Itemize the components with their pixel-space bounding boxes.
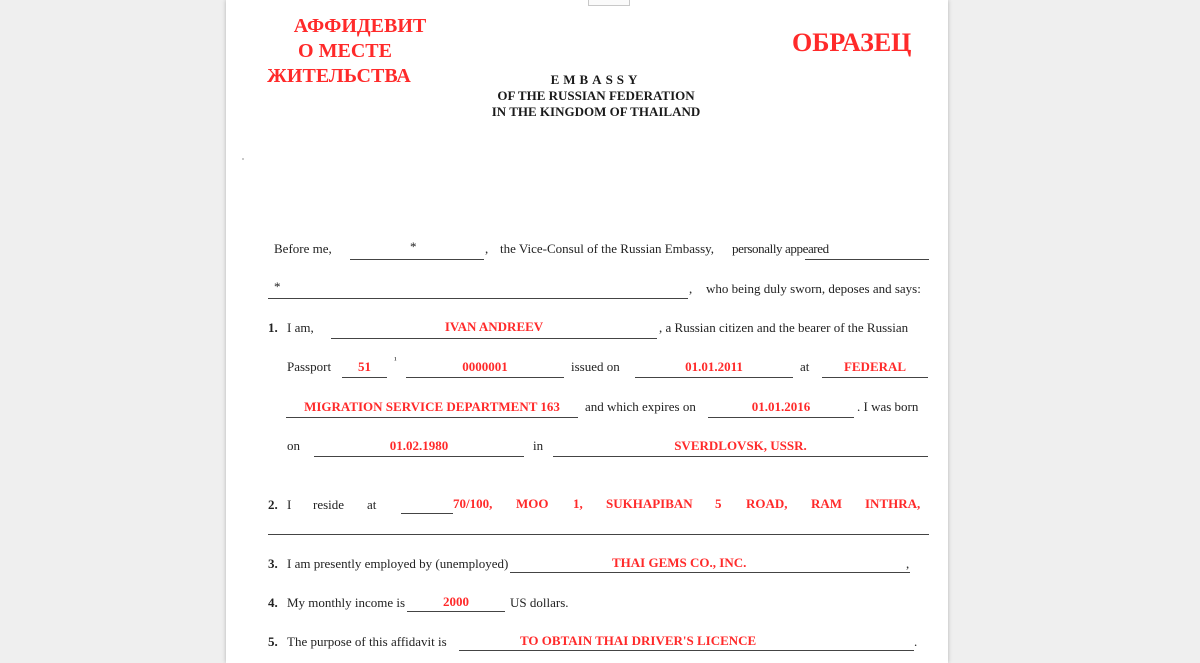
employer-field: THAI GEMS CO., INC.	[612, 555, 747, 570]
passport-series-field: 51	[358, 359, 371, 374]
employer-line	[510, 572, 910, 573]
header-line: IN THE KINGDOM OF THAILAND	[491, 104, 701, 119]
purpose-line	[459, 650, 914, 651]
income-line	[407, 611, 505, 612]
item-number: 1.	[268, 320, 278, 335]
passport-number-field: 0000001	[462, 359, 508, 374]
income-field: 2000	[443, 594, 469, 609]
page-tab-mark	[588, 0, 630, 6]
personally-appeared-text: personally appeared	[732, 241, 829, 256]
address-word: MOO	[516, 496, 549, 511]
deponent-name-line	[268, 298, 688, 299]
header-line: EMBASSY	[550, 72, 642, 87]
embassy-header	[464, 72, 728, 120]
in-label: in	[533, 438, 544, 453]
stamp-title-line: О МЕСТЕ	[298, 40, 392, 62]
header-line: OF THE RUSSIAN FEDERATION	[497, 88, 695, 103]
expires-label: and which expires on	[585, 399, 696, 414]
scan-dot	[242, 158, 244, 160]
address-word: SUKHAPIBAN	[606, 496, 693, 511]
stamp-title	[244, 14, 434, 89]
i-am-label: I am,	[287, 320, 314, 335]
reside-word: I	[287, 497, 292, 512]
employment-label: I am presently employed by (unemployed)	[287, 556, 509, 571]
on-label: on	[287, 438, 300, 453]
comma: ,	[689, 281, 693, 296]
born-label: . I was born	[857, 399, 919, 414]
passport-label: Passport	[287, 359, 332, 374]
purpose-label: The purpose of this affidavit is	[287, 634, 447, 649]
birth-date-field: 01.02.1980	[389, 438, 449, 453]
consul-name-line	[350, 259, 484, 260]
birth-date-line	[314, 456, 524, 457]
address-word: ROAD,	[746, 496, 788, 511]
address-word: RAM	[811, 496, 843, 511]
address-continuation-line	[268, 534, 929, 535]
birth-place-line	[553, 456, 928, 457]
item-number: 5.	[268, 634, 278, 649]
name-line	[331, 338, 657, 339]
currency-label: US dollars.	[510, 595, 569, 610]
address-lead-line	[401, 513, 453, 514]
document-page	[226, 0, 948, 663]
income-label: My monthly income is	[287, 595, 406, 610]
trailing-period: .	[914, 634, 918, 649]
issuer-continuation-line	[286, 417, 578, 418]
birth-place-field: SVERDLOVSK, USSR.	[674, 438, 807, 453]
item-number: 2.	[268, 497, 278, 512]
consul-asterisk: *	[410, 239, 417, 254]
expires-line	[708, 417, 854, 418]
item-number: 3.	[268, 556, 278, 571]
sworn-text: who being duly sworn, deposes and says:	[706, 281, 921, 296]
issuer-field: FEDERAL	[843, 359, 907, 374]
address-word: 5	[715, 496, 722, 511]
vice-consul-text: the Vice-Consul of the Russian Embassy,	[500, 241, 715, 256]
item-number: 4.	[268, 595, 278, 610]
sample-stamp: ОБРАЗЕЦ	[792, 28, 912, 57]
address-word: 1,	[573, 496, 583, 511]
passport-series-line	[342, 377, 387, 378]
trailing-comma: ,	[906, 556, 910, 571]
issued-on-field: 01.01.2011	[685, 359, 743, 374]
appeared-name-line	[805, 259, 929, 260]
stamp-title-line: ЖИТЕЛЬСТВА	[267, 65, 411, 87]
expires-field: 01.01.2016	[751, 399, 811, 414]
issued-on-label: issued on	[571, 359, 620, 374]
before-me-label: Before me,	[274, 241, 332, 256]
address-word: INTHRA,	[865, 496, 921, 511]
comma: ,	[485, 241, 489, 256]
reside-word: at	[367, 497, 377, 512]
purpose-field: TO OBTAIN THAI DRIVER'S LICENCE	[520, 633, 757, 648]
issued-on-line	[635, 377, 793, 378]
reside-word: reside	[313, 497, 345, 512]
issuer-line	[822, 377, 928, 378]
passport-number-line	[406, 377, 564, 378]
issuer-continuation-field: MIGRATION SERVICE DEPARTMENT 163	[304, 399, 560, 414]
at-label: at	[800, 359, 810, 374]
name-field: IVAN ANDREEV	[444, 319, 544, 334]
stamp-title-line: АФФИДЕВИТ	[293, 15, 427, 37]
superscript-mark: ¹	[394, 355, 397, 365]
deponent-asterisk: *	[274, 279, 281, 294]
citizen-text: , a Russian citizen and the bearer of the Russian	[659, 320, 909, 335]
address-word: 70/100,	[453, 496, 493, 511]
